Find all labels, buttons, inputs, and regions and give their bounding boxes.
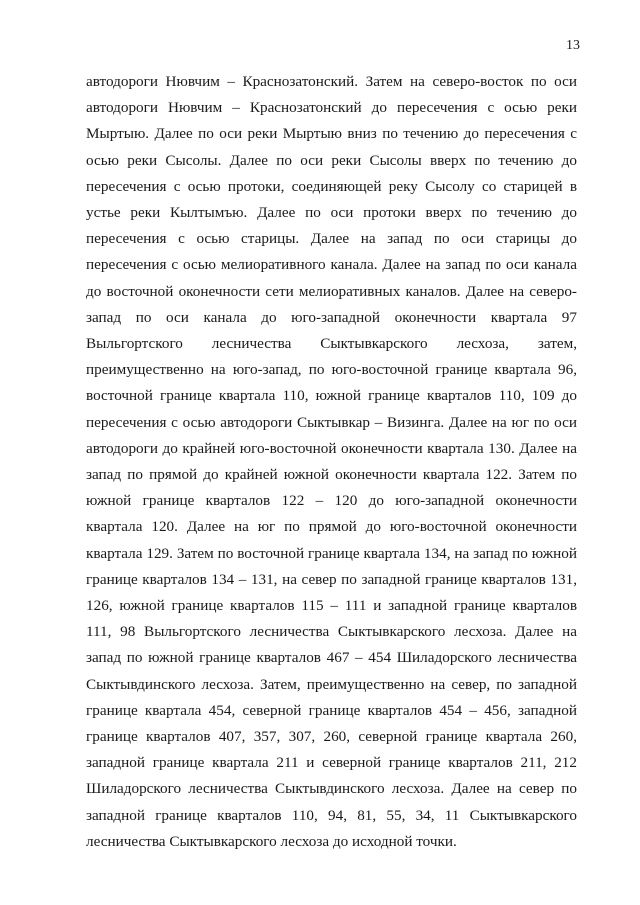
text-line: западной границе кварталов 110, 94, 81, 55, 34, 11 Сыктывкарского: [86, 806, 577, 824]
text-line: Шиладорского лесничества Сыктывдинского лесхоза. Далее на север по: [86, 780, 577, 798]
text-line: квартала 129. Затем по восточной границе квартала 134, на запад по южной: [86, 544, 577, 562]
text-line: преимущественно на юго-запад, по юго-восточной границе квартала 96,: [86, 361, 577, 379]
text-line: границе кварталов 134 – 131, на север по западной границе кварталов 131,: [86, 570, 577, 588]
text-line: Выльгортского лесничества Сыктывкарского лесхоза, затем,: [86, 335, 577, 353]
text-line: пересечения с осью протоки, соединяющей реку Сысолу со старицей в: [86, 177, 577, 195]
text-line: автодороги Нювчим – Краснозатонский до пересечения с осью реки: [86, 99, 577, 117]
text-line: границе кварталов 407, 357, 307, 260, северной границе квартала 260,: [86, 728, 577, 746]
text-line: автодороги до крайней юго-восточной оконечности квартала 130. Далее на: [86, 439, 577, 457]
text-line: Мыртыю. Далее по оси реки Мыртыю вниз по течению до пересечения с: [86, 125, 577, 143]
text-line: пересечения с осью мелиоративного канала. Далее на запад по оси канала: [86, 256, 577, 274]
text-line: 111, 98 Выльгортского лесничества Сыктывкарского лесхоза. Далее на: [86, 623, 577, 641]
text-line: квартала 120. Далее на юг по прямой до юго-восточной оконечности: [86, 518, 577, 536]
text-line: устье реки Кылтымъю. Далее по оси протоки вверх по течению до: [86, 204, 577, 222]
text-line: запад по южной границе кварталов 467 – 454 Шиладорского лесничества: [86, 649, 577, 667]
text-line: пересечения с осью старицы. Далее на запад по оси старицы до: [86, 230, 577, 248]
page-number: 13: [566, 38, 580, 53]
text-line: лесничества Сыктывкарского лесхоза до исходной точки.: [86, 832, 457, 850]
text-line: Сыктывдинского лесхоза. Затем, преимущественно на север, по западной: [86, 675, 577, 693]
text-line: пересечения с осью автодороги Сыктывкар – Визинга. Далее на юг по оси: [86, 413, 577, 431]
text-line: западной границе квартала 211 и северной границе кварталов 211, 212: [86, 754, 577, 772]
text-line: 126, южной границе кварталов 115 – 111 и западной границе кварталов: [86, 597, 577, 615]
text-line: восточной границе квартала 110, южной границе кварталов 110, 109 до: [86, 387, 577, 405]
body-paragraph: [86, 69, 577, 855]
text-line: запад по оси канала до юго-западной оконечности квартала 97: [86, 308, 577, 326]
text-line: южной границе кварталов 122 – 120 до юго-западной оконечности: [86, 492, 577, 510]
text-line: автодороги Нювчим – Краснозатонский. Затем на северо-восток по оси: [86, 73, 577, 90]
text-line: запад по прямой до крайней южной оконечности квартала 122. Затем по: [86, 466, 577, 484]
text-line: осью реки Сысолы. Далее по оси реки Сысолы вверх по течению до: [86, 151, 577, 169]
text-line: границе квартала 454, северной границе кварталов 454 – 456, западной: [86, 701, 577, 719]
text-line: до восточной оконечности сети мелиоративных каналов. Далее на северо-: [86, 282, 577, 300]
